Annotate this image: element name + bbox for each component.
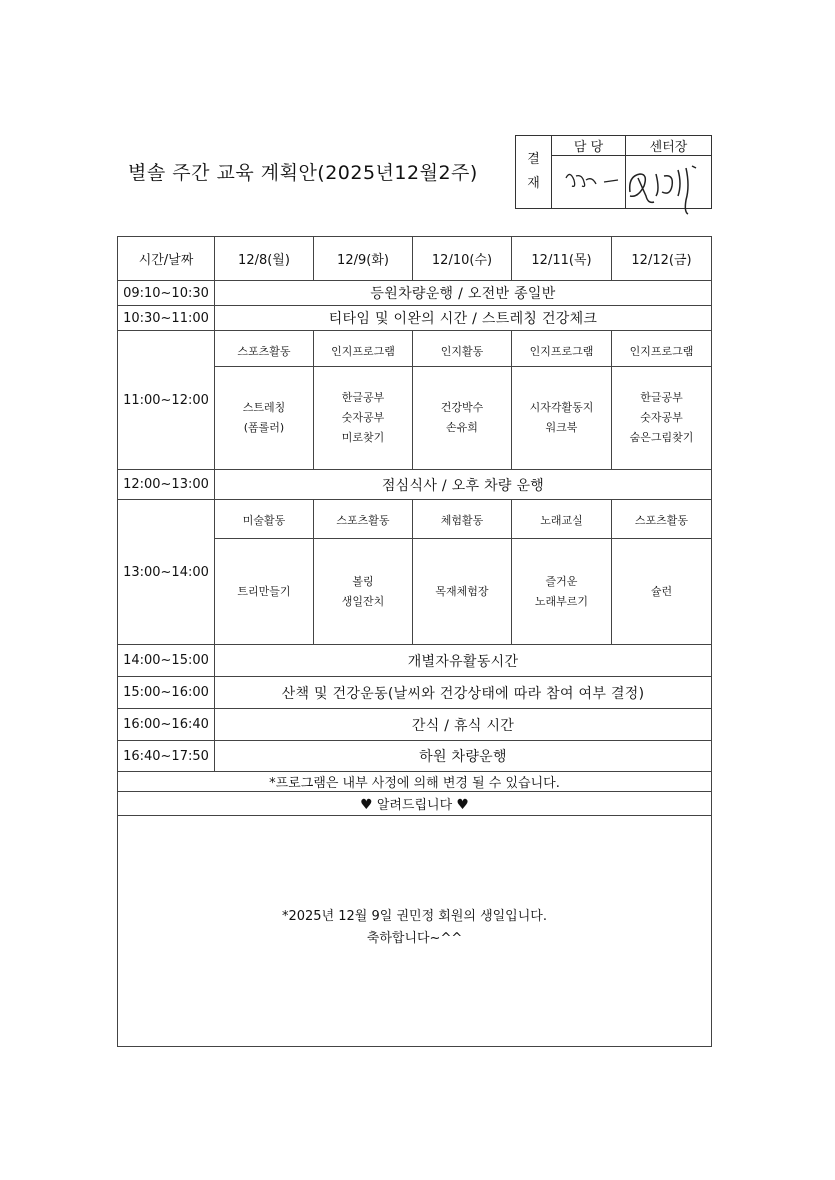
activity-cell	[612, 367, 712, 470]
activity-line: 숫자공부	[640, 411, 683, 424]
activity-line: 트리만들기	[237, 584, 291, 598]
note-row	[118, 772, 712, 792]
time-cell: 10:30~11:00	[118, 306, 215, 331]
activity-line: 목재체험장	[435, 584, 489, 598]
activity-line: 미로찾기	[341, 431, 385, 444]
activity-span-cell: 점심식사 / 오후 차량 운행	[215, 470, 712, 500]
approval-label-top: 결	[527, 152, 540, 167]
notice-row	[118, 792, 712, 816]
activity-span-cell: 산책 및 건강운동(날씨와 건강상태에 따라 참여 여부 결정)	[215, 677, 712, 709]
morning-category-row	[118, 331, 712, 367]
activity-line: (폼롤러)	[243, 421, 285, 434]
schedule-row	[118, 306, 712, 331]
time-cell: 14:00~15:00	[118, 645, 215, 677]
activity-span-cell: 개별자유활동시간	[215, 645, 712, 677]
activity-line: 한글공부	[341, 391, 385, 404]
category-cell: 인지프로그램	[612, 331, 712, 367]
activity-line: 숨은그림찾기	[629, 431, 694, 444]
activity-line: 건강박수	[440, 401, 484, 414]
header-row	[118, 237, 712, 281]
category-cell: 노래교실	[512, 500, 612, 539]
time-cell: 15:00~16:00	[118, 677, 215, 709]
time-cell: 13:00~14:00	[118, 500, 215, 645]
category-cell: 스포츠활동	[314, 500, 413, 539]
birthday-note: *2025년 12월 9일 권민정 회원의 생일입니다.	[281, 909, 547, 924]
activity-span-cell: 간식 / 휴식 시간	[215, 709, 712, 741]
day-header-fri: 12/12(금)	[612, 237, 712, 281]
category-cell: 인지활동	[413, 331, 512, 367]
schedule-table	[117, 236, 712, 1047]
time-cell: 16:00~16:40	[118, 709, 215, 741]
manager-signature	[552, 156, 626, 209]
activity-line: 손유희	[446, 421, 478, 434]
time-date-header: 시간/날짜	[118, 237, 215, 281]
time-cell: 11:00~12:00	[118, 331, 215, 470]
approval-col-director: 센터장	[626, 136, 712, 156]
category-cell: 스포츠활동	[215, 331, 314, 367]
activity-cell	[314, 539, 413, 645]
schedule-row	[118, 470, 712, 500]
activity-cell	[314, 367, 413, 470]
activity-cell	[413, 367, 512, 470]
congrats-note: 축하합니다~^^	[366, 931, 463, 946]
afternoon-category-row	[118, 500, 712, 539]
category-cell: 인지프로그램	[512, 331, 612, 367]
activity-cell	[215, 539, 314, 645]
activity-cell	[413, 539, 512, 645]
director-signature-image	[626, 156, 712, 216]
approval-label-bottom: 재	[527, 176, 540, 191]
memo-cell	[118, 816, 712, 1047]
director-signature	[626, 156, 712, 209]
activity-line: 즐거운	[545, 574, 578, 588]
category-cell: 스포츠활동	[612, 500, 712, 539]
category-cell: 인지프로그램	[314, 331, 413, 367]
activity-line: 숫자공부	[341, 411, 385, 424]
activity-span-cell: 티타임 및 이완의 시간 / 스트레칭 건강체크	[215, 306, 712, 331]
day-header-mon: 12/8(월)	[215, 237, 314, 281]
day-header-tue: 12/9(화)	[314, 237, 413, 281]
activity-span-cell: 하원 차량운행	[215, 741, 712, 772]
activity-line: 슐런	[650, 584, 673, 598]
activity-line: 생일잔치	[341, 594, 385, 608]
activity-line: 한글공부	[640, 391, 683, 404]
manager-signature-image	[552, 156, 626, 208]
page-title: 별솔 주간 교육 계획안(2025년12월2주)	[128, 162, 478, 184]
program-change-note: *프로그램은 내부 사정에 의해 변경 될 수 있습니다.	[118, 772, 712, 792]
schedule-row	[118, 709, 712, 741]
time-cell: 12:00~13:00	[118, 470, 215, 500]
activity-cell	[215, 367, 314, 470]
activity-line: 시자각활동지	[529, 401, 594, 414]
activity-line: 노래부르기	[534, 594, 589, 608]
day-header-thu: 12/11(목)	[512, 237, 612, 281]
time-cell: 09:10~10:30	[118, 281, 215, 306]
heart-icon: ♥	[360, 797, 373, 813]
activity-span-cell: 등원차량운행 / 오전반 종일반	[215, 281, 712, 306]
notice-heading	[118, 792, 712, 816]
activity-line: 볼링	[352, 574, 374, 588]
activity-cell	[512, 539, 612, 645]
approval-col-manager: 담 당	[552, 136, 626, 156]
category-cell: 미술활동	[215, 500, 314, 539]
activity-line: 워크북	[545, 421, 578, 434]
category-cell: 체험활동	[413, 500, 512, 539]
time-cell: 16:40~17:50	[118, 741, 215, 772]
schedule-row	[118, 741, 712, 772]
day-header-wed: 12/10(수)	[413, 237, 512, 281]
approval-label	[516, 136, 552, 209]
schedule-row	[118, 645, 712, 677]
notice-label: 알려드립니다	[376, 798, 453, 813]
approval-box	[515, 135, 712, 209]
schedule-row	[118, 281, 712, 306]
activity-cell	[612, 539, 712, 645]
activity-cell	[512, 367, 612, 470]
memo-row	[118, 816, 712, 1047]
schedule-row	[118, 677, 712, 709]
heart-icon: ♥	[456, 797, 469, 813]
activity-line: 스트레칭	[242, 401, 286, 414]
